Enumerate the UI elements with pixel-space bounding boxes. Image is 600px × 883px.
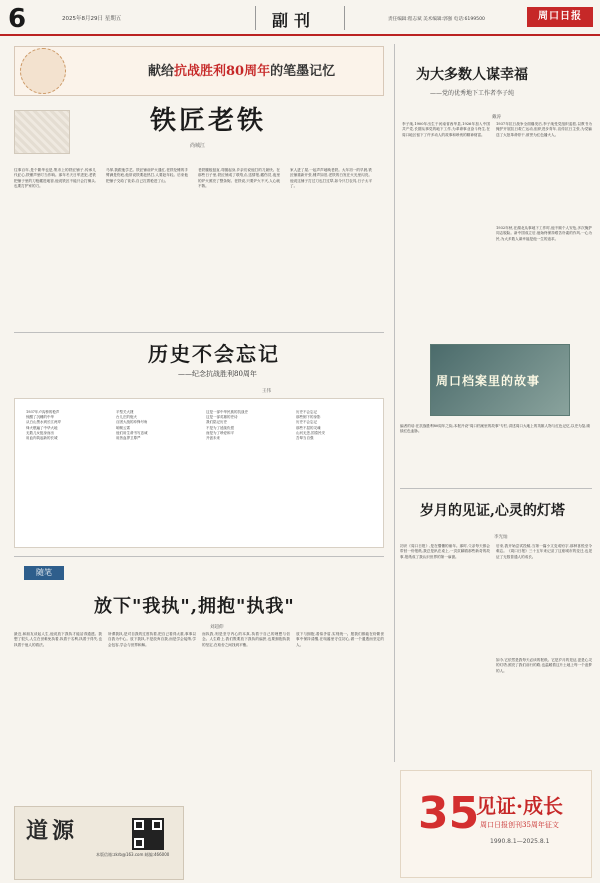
article-column: 家人进了屋,一起声声地唤老铁。大年初一的早晨,铁匠铺重新开张,锤声如旧,老铁的白发在火光里闪亮。他说这铺子打过刀也打过犁,如今只打农具,日子太平了。 (290, 168, 372, 189)
article-column: 往事百年,是个繁华也是,集市上的铁匠铺子,传承几代匠心,铁锤声里叮当作响。那年冬天日军进犯,老铁把铺子里的刀枪藏进地窖,他说铁匠不能只会打锄头,也要打护家的刀。 (14, 168, 96, 189)
contact-info: 本版信箱:zkrb@163.com 邮编:466000 (96, 852, 170, 857)
banner-suffix: 的笔墨记忆 (270, 64, 336, 79)
memoir-column: 如今,它依然是我每天必读的报纸。它是岁月的见证,更是心灵的灯塔,照亮了我们前行的路,也温暖着这片土地上每一个追梦的人。 (496, 658, 592, 673)
side-article-author: 戴涛 (492, 115, 501, 120)
page-number: 6 (8, 4, 27, 34)
section-title: 副刊 (272, 11, 317, 30)
archive-story-caption: 周口档案里的故事 (436, 374, 541, 388)
poem-stanza: 1937年卢沟桥的枪声 惊醒了沉睡的中华 从白山黑水到长江两岸 烽火燃遍了中华大地 无数儿女挺身而出 用血肉筑起新的长城 (26, 410, 61, 441)
poem-title: 历史不会忘记 (148, 342, 280, 366)
section-rule (14, 332, 384, 333)
anniversary-subtitle: 周口日报创刊35周年征文 (480, 821, 559, 829)
side-article-column: 1932年秋,在湖北从事地下工作时,他不顾个人安危,多次掩护同志脱险。新中国成立后,他始终保持艰苦朴素的作风,一心为民,为大多数人谋幸福是他一生的追求。 (496, 226, 592, 241)
column-name: 道源 (26, 818, 79, 844)
banner-title (148, 60, 335, 79)
side-article-title: 为大多数人谋幸福 (416, 67, 528, 83)
seal-icon (20, 48, 66, 94)
side-article-subtitle: ——党的优秀地下工作者李子纯 (430, 90, 515, 97)
article-column: 马掌,我跟他学艺。铁匠铺前炉火通红,老铁抡锤的手臂满是伤疤,他常说铁要趁热打,人要趁年轻。后来他把铺子交给了徒弟,自己扛着枪进了山。 (106, 168, 188, 183)
anniversary-number: 35 (418, 788, 480, 839)
qr-finder-icon (152, 820, 162, 830)
side-article-column: 李子纯,1900年出生于河南省西华县,1926年加入中国共产党,长期从事党的地下工作,为革命事业奋斗终生,在周口地区留下了许多动人的故事和珍贵的精神财富。 (402, 122, 490, 137)
essay-title: 放下"我执",拥抱"执我" (94, 596, 295, 617)
qr-code-icon (132, 818, 164, 850)
article-author: 尚城江 (190, 143, 206, 149)
poem-stanza: 这是一部中华民族的抗战史 这是一部英雄的史诗 我们铭记历史 不是为了延续仇恨 而是为了珍爱和平 开创未来 (206, 410, 248, 441)
banner-prefix: 献给 (148, 64, 175, 79)
poem-stanza: 历史不会忘记 那些倒下的身影 历史不会忘记 那些不屈的灵魂 山河无恙,国泰民安 吾辈当自强 (296, 410, 326, 441)
section-rule (14, 556, 384, 557)
poem-subtitle: ——纪念抗战胜利80周年 (178, 370, 257, 378)
article-column: 老铁腰板挺直,弯腰起身,乡亲们说他打的刀最快。在那些日子里,铁匠铺成了联络点,送情报,藏伤员,夜里的炉火照亮了整条街。老铁说,只要炉火不灭,人心就不散。 (198, 168, 280, 189)
essay-column: 放下与拥抱,看似矛盾,实则统一。愿我们都能在纷繁世事中保持清醒,在喧嚣里守住初心,做一个通透而坚定的人。 (296, 632, 384, 647)
newspaper-logo: 周口日报 (527, 7, 593, 27)
essay-column: 所谓我执,是对自我的过度执着,把自己看得太重,事事以自我为中心。放下我执,不是放弃自我,而是学会接纳,学会包容,学会与世界和解。 (108, 632, 196, 647)
qr-finder-icon (134, 820, 144, 830)
memoir-author: 李光灿 (494, 535, 508, 540)
editor-note: 编者的话:在抗战胜利80周年之际,本报开设"周口档案里的故事"专栏,讲述周口大地上的英雄人物与红色记忆,以史为鉴,赓续红色血脉。 (400, 424, 590, 434)
poem-stanza: 平型关大捷 台儿庄的炮火 百团大战的冲锋号角 响彻云霄 他们用生命书写忠诚 用热血捍卫尊严 (116, 410, 148, 441)
essay-author: 刘超仰 (210, 625, 224, 630)
section-rule (400, 488, 592, 489)
editor-credits: 责任编辑:程志斌 美术编辑:郭强 电话:6199500 (388, 17, 485, 22)
side-article-column: 1937年抗日战争全面爆发后,李子纯受党组织委派,以教书为掩护开展抗日救亡运动,组织进步青年,宣传抗日主张,为党输送了大批革命骨干,被誉为红色播火人。 (496, 122, 592, 137)
banner-highlight: 抗战胜利80周年 (174, 64, 271, 79)
column-tag: 随笔 (24, 566, 64, 580)
qr-finder-icon (134, 838, 144, 848)
anniversary-dates: 1990.8.1—2025.8.1 (490, 838, 550, 845)
poem-author: 王伟 (262, 389, 271, 394)
article-photo (14, 110, 70, 154)
anniversary-headline: 见证·成长 (476, 794, 563, 818)
column-divider (394, 44, 395, 762)
memoir-column: 初识《周口日报》,是在懵懂的童年。那时,父亲每天都会带回一份报纸,我总是趴在桌上,一页页翻看那些新奇的故事,报纸成了我认识世界的第一扇窗。 (400, 544, 490, 559)
memoir-title: 岁月的见证,心灵的灯塔 (420, 503, 565, 519)
essay-column: 最近,和朋友谈起人生,他说放下我执才能活得通透。我想了很久,人生在世难免执着,执着于名利,执着于得失,也执着于他人的看法。 (14, 632, 102, 647)
issue-date: 2025年8月29日 星期五 (62, 16, 122, 22)
essay-column: 而执我,则是坚守内心的本真,执着于自己的理想与信念。人生路上,我们既要放下我执的偏狭,也要拥抱执我的坚定,在取舍之间找到平衡。 (202, 632, 290, 647)
article-title: 铁匠老铁 (150, 106, 267, 136)
memoir-column: 后来,我开始尝试投稿,当第一篇小文变成铅字,那种喜悦至今难忘。《周口日报》三十五年来记录了这座城市的变迁,也见证了无数普通人的成长。 (496, 544, 592, 559)
